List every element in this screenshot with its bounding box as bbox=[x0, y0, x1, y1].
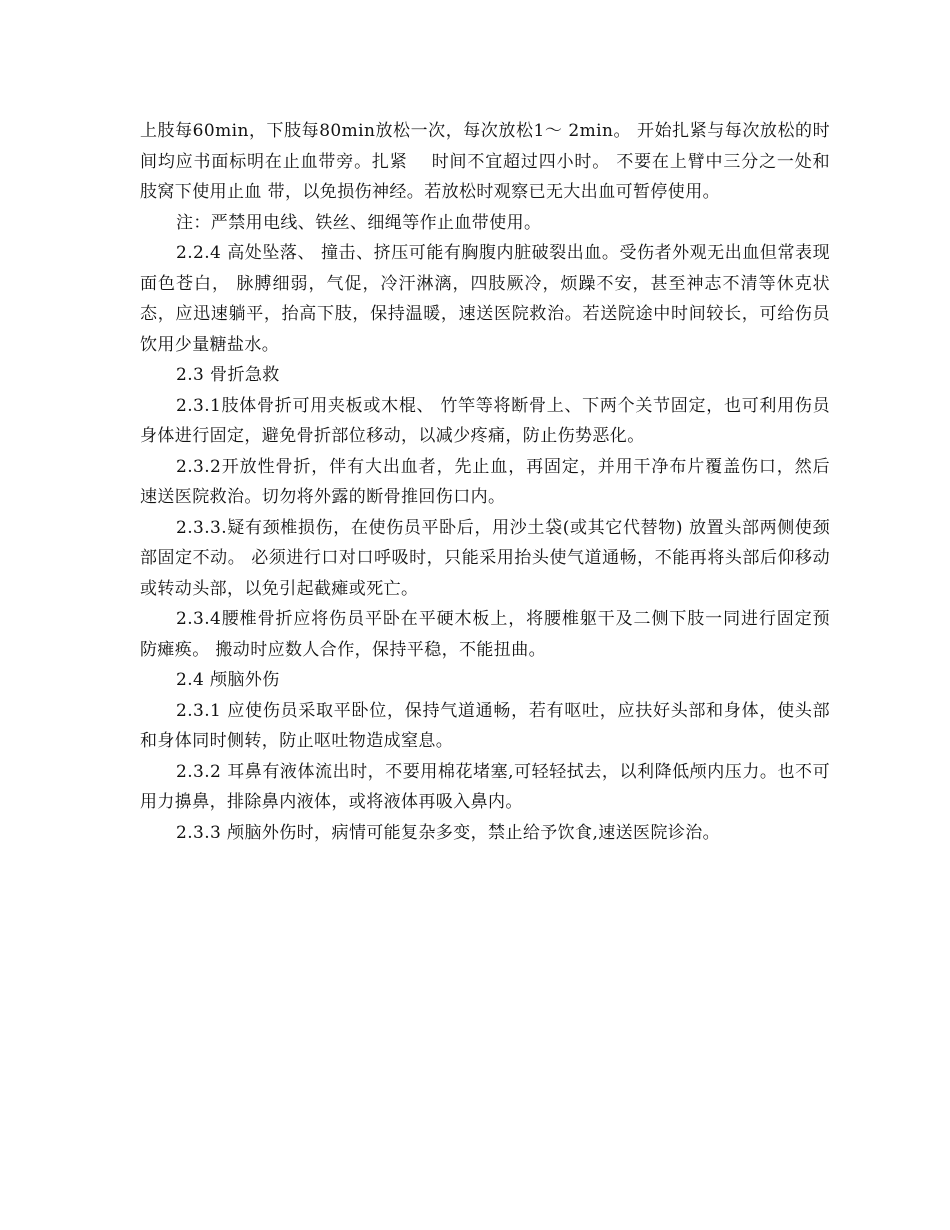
paragraph-head-injury-fluid: 2.3.2 耳鼻有液体流出时，不要用棉花堵塞,可轻轻拭去，以利降低颅内压力。也不可用力擤鼻，排除鼻内液体，或将液体再吸入鼻内。 bbox=[140, 761, 830, 812]
document-body bbox=[140, 116, 830, 848]
section-heading-head-injury: 2.4 颅脑外伤 bbox=[176, 670, 280, 690]
paragraph-head-injury-position: 2.3.1 应使伤员采取平卧位，保持气道通畅，若有呕吐，应扶好头部和身体，使头部和身体同时侧转，防止呕吐物造成窒息。 bbox=[140, 700, 830, 751]
paragraph-tourniquet-release: 上肢每60min，下肢每80min放松一次，每次放松1～ 2min。 开始扎紧与每次放松的时间均应书面标明在止血带旁。扎紧 时间不宜超过四小时。 不要在上臂中三分之一处和肢窝下使用止血 带，以免损伤神经。若放松时观察已无大出血可暂停使用。 bbox=[140, 121, 830, 202]
paragraph-tourniquet-note: 注：严禁用电线、铁丝、细绳等作止血带使用。 bbox=[176, 212, 542, 233]
section-heading-fracture-first-aid: 2.3 骨折急救 bbox=[176, 365, 280, 385]
paragraph-open-fracture: 2.3.2开放性骨折，伴有大出血者，先止血，再固定，并用干净布片覆盖伤口，然后速送医院救治。切勿将外露的断骨推回伤口内。 bbox=[140, 456, 830, 507]
paragraph-internal-bleeding: 2.2.4 高处坠落、 撞击、挤压可能有胸腹内脏破裂出血。受伤者外观无出血但常表现面色苍白， 脉膊细弱，气促，冷汗淋漓，四肢厥冷，烦躁不安，甚至神志不清等休克状态，应迅速躺平，抬高下肢，保持温暖，速送医院救治。若送院途中时间较长，可给伤员饮用少量糖盐水。 bbox=[140, 243, 830, 355]
paragraph-lumbar-fracture: 2.3.4腰椎骨折应将伤员平卧在平硬木板上，将腰椎躯干及二侧下肢一同进行固定预防瘫痪。 搬动时应数人合作，保持平稳，不能扭曲。 bbox=[140, 609, 830, 660]
paragraph-cervical-injury: 2.3.3.疑有颈椎损伤，在使伤员平卧后，用沙土袋(或其它代替物) 放置头部两侧使颈部固定不动。 必须进行口对口呼吸时，只能采用抬头使气道通畅，不能再将头部后仰移动或转动头部，以免引起截瘫或死亡。 bbox=[140, 517, 830, 599]
paragraph-head-injury-diet: 2.3.3 颅脑外伤时，病情可能复杂多变，禁止给予饮食,速送医院诊治。 bbox=[176, 822, 721, 843]
paragraph-limb-fracture: 2.3.1肢体骨折可用夹板或木棍、 竹竿等将断骨上、下两个关节固定，也可利用伤员身体进行固定，避免骨折部位移动，以减少疼痛，防止伤势恶化。 bbox=[140, 395, 830, 446]
